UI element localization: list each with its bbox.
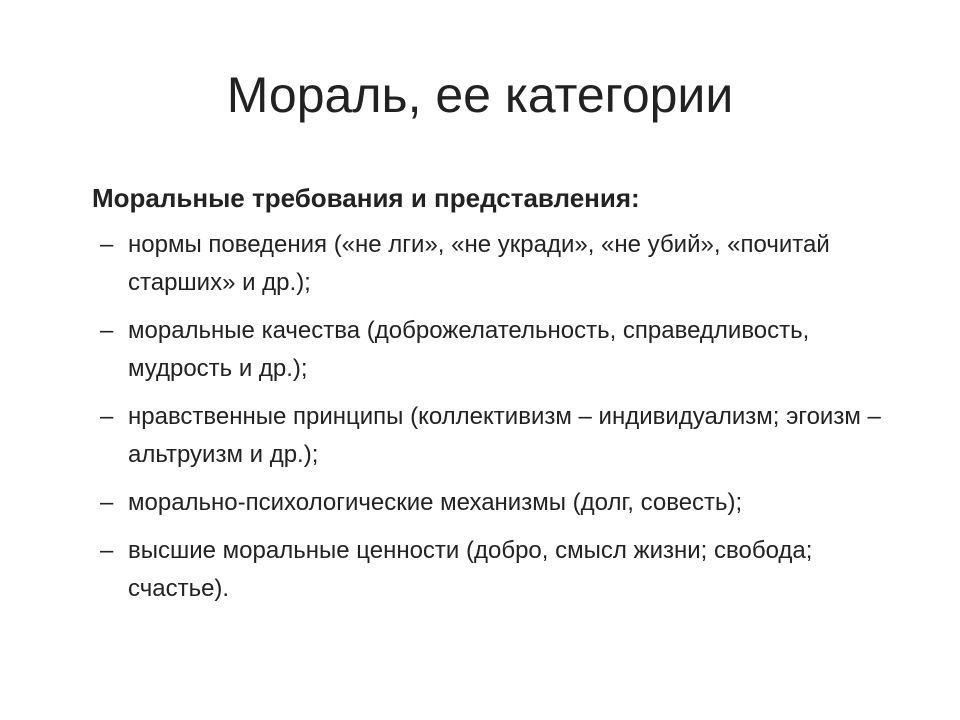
dash-icon: – bbox=[100, 317, 114, 344]
section-heading: Моральные требования и представления: bbox=[92, 183, 640, 213]
list-item bbox=[100, 226, 920, 302]
dash-icon: – bbox=[100, 489, 114, 516]
list-item-text: высшие моральные ценности (добро, смысл жизни; свобода; счастье). bbox=[128, 537, 813, 602]
dash-icon: – bbox=[100, 231, 114, 258]
slide-title: Мораль, ее категории bbox=[226, 67, 734, 123]
list-item bbox=[100, 484, 920, 522]
list-item bbox=[100, 312, 920, 388]
dash-icon: – bbox=[100, 537, 114, 564]
list-item-text: нормы поведения («не лги», «не укради», «не убий», «почитай старших» и др.); bbox=[128, 231, 830, 296]
list-item bbox=[100, 532, 920, 608]
bullet-list bbox=[100, 226, 920, 618]
dash-icon: – bbox=[100, 403, 114, 430]
list-item-text: морально-психологические механизмы (долг, совесть); bbox=[128, 489, 743, 516]
list-item bbox=[100, 398, 920, 474]
list-item-text: нравственные принципы (коллективизм – индивидуализм; эгоизм – альтруизм и др.); bbox=[128, 403, 881, 468]
list-item-text: моральные качества (доброжелательность, справедливость, мудрость и др.); bbox=[128, 317, 810, 382]
